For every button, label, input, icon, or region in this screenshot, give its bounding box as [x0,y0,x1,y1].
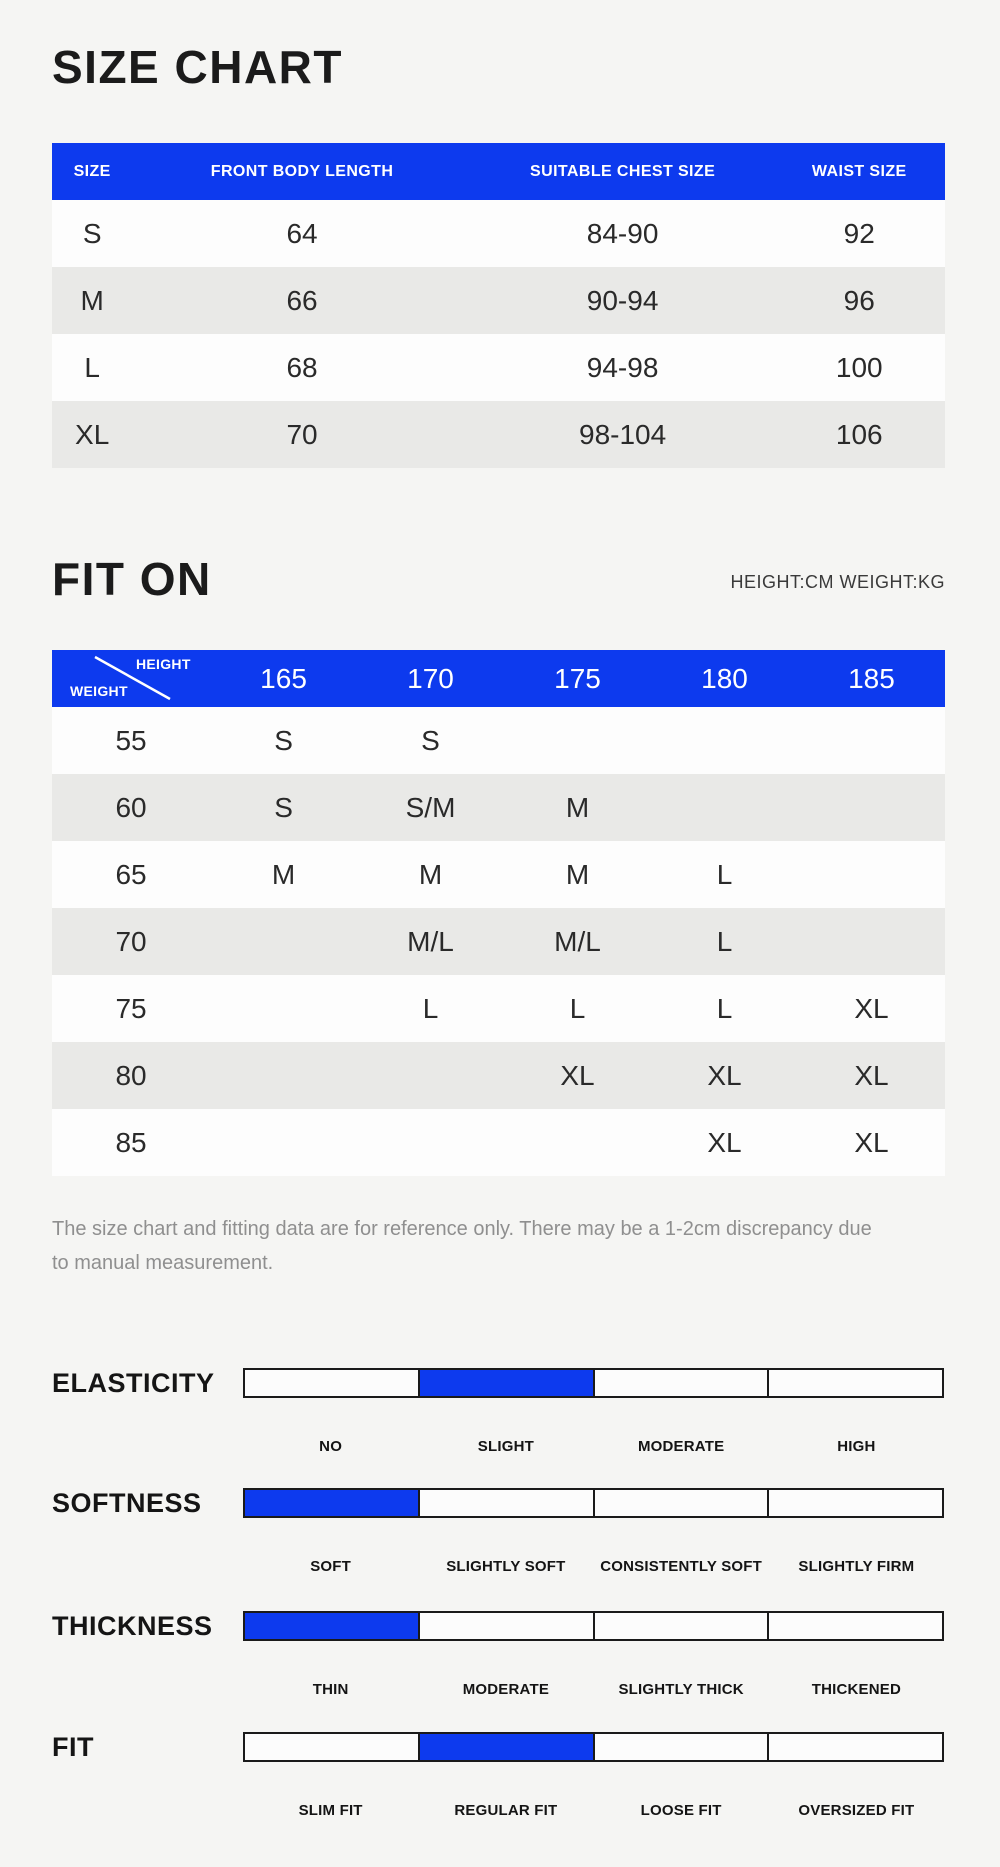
chest-size-value: 94-98 [586,351,659,383]
fit-cell: XL [854,1126,889,1158]
fit-on-table-header [52,650,945,707]
height-column-175: 175 [554,662,601,694]
weight-value: 85 [115,1126,147,1158]
size-chart-table [52,143,945,468]
fit-bar [243,1732,944,1762]
softness-segment-slightly-soft [418,1490,593,1516]
chest-size-value: 84-90 [586,217,659,249]
height-column-180: 180 [701,662,748,694]
height-column-170: 170 [407,662,454,694]
option-label: SLIGHT [477,1438,534,1455]
corner-height-label: HEIGHT [136,656,191,672]
fit-cell: M [418,858,443,890]
elasticity-bar [243,1368,944,1398]
thickness-segment-thickened [767,1613,942,1639]
disclaimer-line-2: to manual measurement. [52,1252,274,1274]
weight-value: 80 [115,1059,147,1091]
height-column-165: 165 [260,662,307,694]
option-label: OVERSIZED FIT [798,1802,915,1819]
size-value: L [84,351,100,383]
fit-cell: S [274,791,293,823]
fit-cell: M [565,791,590,823]
fit-row [52,1042,945,1109]
option-label: NO [319,1438,343,1455]
disclaimer-text [52,1212,872,1280]
fit-cell: L [716,925,733,957]
column-header-front-body-length: FRONT BODY LENGTH [210,162,394,180]
fit-segment-slim-fit [245,1734,418,1760]
fit-cell: XL [707,1126,742,1158]
fit-cell: L [716,858,733,890]
weight-value: 55 [115,724,147,756]
fit-segment-loose-fit [593,1734,768,1760]
size-value: M [80,284,104,316]
weight-value: 75 [115,992,147,1024]
elasticity-segment-moderate [593,1370,768,1396]
fit-cell: M [271,858,296,890]
fit-row [52,975,945,1042]
table-row [52,200,945,267]
table-row [52,267,945,334]
fit-cell: S [274,724,293,756]
fit-cell: M/L [554,925,601,957]
elasticity-segment-high [767,1370,942,1396]
table-row [52,334,945,401]
option-label: MODERATE [462,1681,550,1698]
fit-cell: L [569,992,586,1024]
softness-options [243,1558,944,1575]
waist-size-value: 96 [843,284,875,316]
option-label: LOOSE FIT [640,1802,722,1819]
front-body-length-value: 70 [286,418,318,450]
fit-cell: L [422,992,439,1024]
fit-segment-regular-fit [418,1734,593,1760]
chest-size-value: 98-104 [579,418,667,450]
weight-value: 65 [115,858,147,890]
front-body-length-value: 64 [286,217,318,249]
fit-cell: S/M [405,791,456,823]
table-row [52,401,945,468]
disclaimer-line-1: The size chart and fitting data are for reference only. There may be a 1-2cm discrepancy due [52,1218,872,1240]
fit-row [52,707,945,774]
option-label: REGULAR FIT [454,1802,558,1819]
weight-value: 70 [115,925,147,957]
option-label: SLIM FIT [298,1802,363,1819]
front-body-length-value: 66 [286,284,318,316]
elasticity-segment-slight [418,1370,593,1396]
corner-weight-label: WEIGHT [70,683,128,699]
option-label: CONSISTENTLY SOFT [600,1558,762,1575]
fit-cell: XL [854,1059,889,1091]
option-label: HIGH [837,1438,876,1455]
fit-cell: S [421,724,440,756]
column-header-suitable-chest-size: SUITABLE CHEST SIZE [530,162,716,180]
fit-label: FIT [52,1732,94,1762]
fit-row [52,908,945,975]
softness-segment-soft [245,1490,418,1516]
column-header-size: SIZE [73,162,111,180]
softness-segment-consistently-soft [593,1490,768,1516]
option-label: MODERATE [637,1438,725,1455]
height-weight-corner-cell [52,650,210,707]
fit-row [52,841,945,908]
fit-segment-oversized-fit [767,1734,942,1760]
height-column-185: 185 [848,662,895,694]
softness-bar [243,1488,944,1518]
fit-cell: XL [707,1059,742,1091]
option-label: SOFT [310,1558,352,1575]
option-label: THICKENED [811,1681,902,1698]
thickness-options [243,1681,944,1698]
thickness-bar [243,1611,944,1641]
elasticity-options [243,1438,944,1455]
option-label: THIN [312,1681,349,1698]
waist-size-value: 92 [843,217,875,249]
size-chart-title: SIZE CHART [52,41,343,93]
fit-cell: L [716,992,733,1024]
chest-size-value: 90-94 [586,284,659,316]
thickness-label: THICKNESS [52,1611,213,1641]
weight-value: 60 [115,791,147,823]
fit-options [243,1802,944,1819]
thickness-segment-slightly-thick [593,1613,768,1639]
softness-label: SOFTNESS [52,1488,202,1518]
elasticity-label: ELASTICITY [52,1368,215,1398]
fit-cell: XL [560,1059,595,1091]
elasticity-segment-no [245,1370,418,1396]
fit-cell: M/L [407,925,454,957]
size-chart-table-header [52,143,945,200]
fit-on-table [52,650,945,1176]
fit-on-title: FIT ON [52,553,212,605]
fit-row [52,774,945,841]
fit-row [52,1109,945,1176]
front-body-length-value: 68 [286,351,318,383]
option-label: SLIGHTLY FIRM [798,1558,915,1575]
waist-size-value: 106 [835,418,883,450]
thickness-segment-thin [245,1613,418,1639]
size-value: S [82,217,102,249]
option-label: SLIGHTLY SOFT [446,1558,566,1575]
fit-cell: XL [854,992,889,1024]
thickness-segment-moderate [418,1613,593,1639]
fit-cell: M [565,858,590,890]
column-header-waist-size: WAIST SIZE [811,162,907,180]
waist-size-value: 100 [835,351,883,383]
units-note: HEIGHT:CM WEIGHT:KG [730,572,945,592]
option-label: SLIGHTLY THICK [618,1681,744,1698]
size-value: XL [75,418,110,450]
softness-segment-slightly-firm [767,1490,942,1516]
